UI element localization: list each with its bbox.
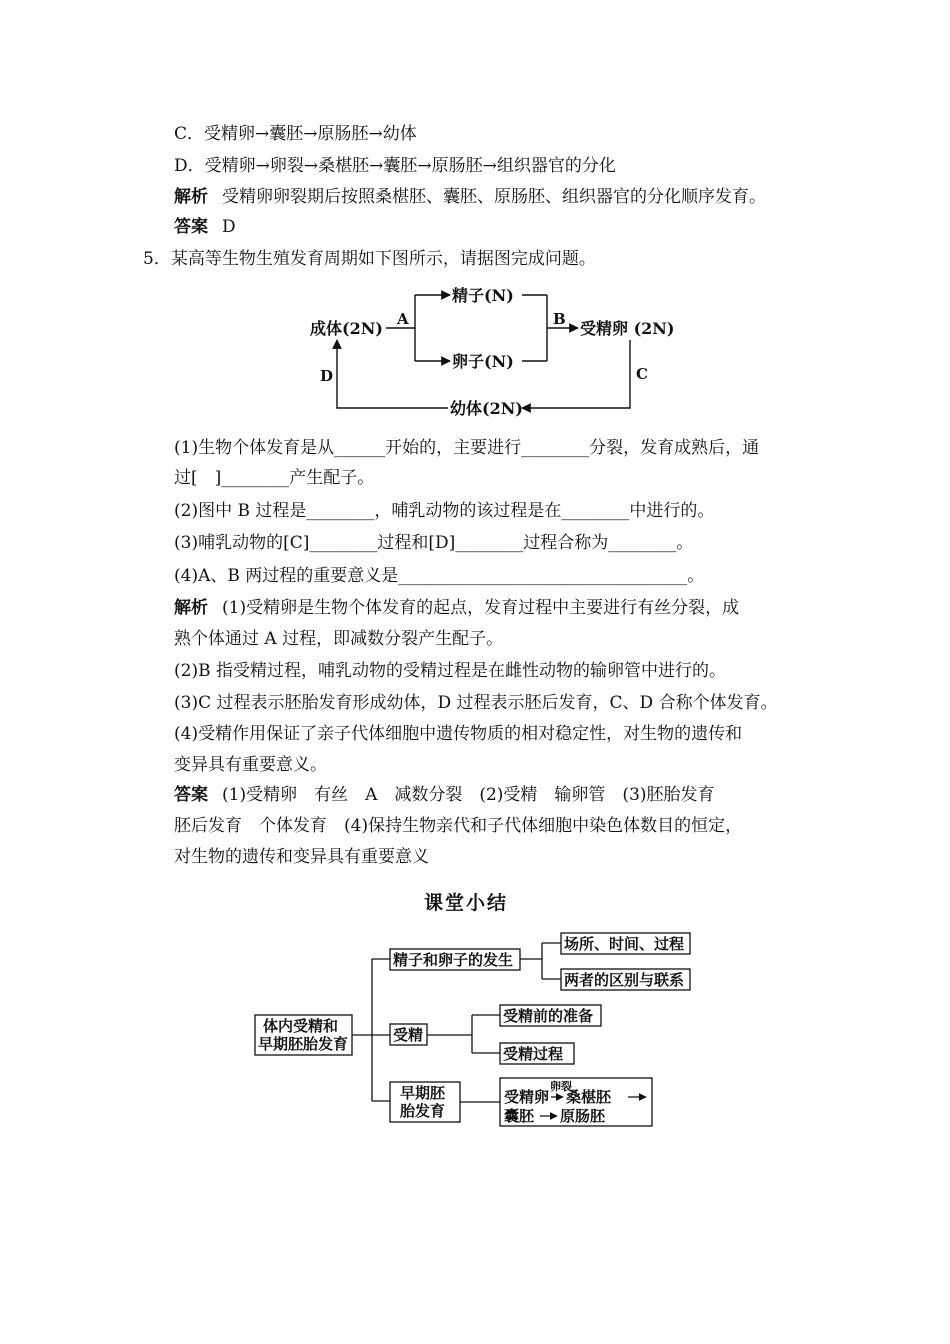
summary-title: 课堂小结 <box>424 892 509 914</box>
q5-stem: 5．某高等生物生殖发育周期如下图所示，请据图完成问题。 <box>143 249 596 269</box>
q4-option-d: D．受精卵→卵裂→桑椹胚→囊胚→原肠胚→组织器官的分化 <box>174 156 616 176</box>
branch1-label: 精子和卵子的发生 <box>393 951 514 969</box>
q5-analysis-line4: (3)C 过程表示胚胎发育形成幼体，D 过程表示胚后发育，C、D 合称个体发育。 <box>174 693 778 713</box>
label-a: A <box>397 310 409 328</box>
q5-analysis-line5: (4)受精作用保证了亲子代体细胞中遗传物质的相对稳定性，对生物的遗传和 <box>174 724 743 744</box>
node-juvenile: 幼体(2N) <box>450 399 523 418</box>
summary-concept-map <box>250 925 700 1135</box>
seq-gastrula: 原肠胚 <box>560 1107 606 1125</box>
branch2-label: 受精 <box>393 1026 424 1044</box>
node-sperm: 精子(N) <box>452 286 514 305</box>
root-label-line1: 体内受精和 <box>263 1017 339 1035</box>
q5-analysis-line2: 熟个体通过 A 过程，即减数分裂产生配子。 <box>174 629 504 649</box>
q5-analysis-line6: 变异具有重要意义。 <box>174 755 327 775</box>
q5-sub4: (4)A、B 两过程的重要意义是__________________________________。 <box>174 566 705 586</box>
answer-label: 答案 <box>174 217 208 237</box>
analysis-text: 受精卵卵裂期后按照桑椹胚、囊胚、原肠胚、组织器官的分化顺序发育。 <box>222 187 766 207</box>
arrow-d <box>337 340 448 408</box>
q5-analysis-line3: (2)B 指受精过程，哺乳动物的受精过程是在雌性动物的输卵管中进行的。 <box>174 661 726 681</box>
analysis-text: (1)受精卵是生物个体发育的起点，发育过程中主要进行有丝分裂，成 <box>222 598 740 618</box>
q5-sub1-line2: 过[ ]________产生配子。 <box>174 468 375 488</box>
node-adult: 成体(2N) <box>310 319 383 338</box>
leaf-2-1-label: 受精前的准备 <box>503 1007 594 1025</box>
q5-sub3: (3)哺乳动物的[C]________过程和[D]________过程合称为________。 <box>174 533 694 553</box>
answer-text: D <box>222 217 236 237</box>
root-label-line2: 早期胚胎发育 <box>258 1035 349 1053</box>
node-zygote: 受精卵 (2N) <box>580 319 675 338</box>
label-b: B <box>553 310 566 328</box>
answer-label: 答案 <box>174 785 208 805</box>
seq-morula: 桑椹胚 <box>566 1088 612 1106</box>
q4-answer <box>174 216 236 238</box>
q4-option-c: C．受精卵→囊胚→原肠胚→幼体 <box>174 124 417 144</box>
q5-analysis-line1 <box>174 597 739 619</box>
arrow-c <box>522 340 630 408</box>
analysis-label: 解析 <box>174 187 208 207</box>
leaf-2-2-label: 受精过程 <box>503 1045 564 1063</box>
q5-answer-line1 <box>174 784 715 806</box>
q5-answer-line2: 胚后发育 个体发育 (4)保持生物亲代和子代体细胞中染色体数目的恒定， <box>174 816 743 836</box>
seq-zygote: 受精卵 <box>504 1088 550 1106</box>
label-c: C <box>636 365 648 383</box>
reproduction-cycle-diagram <box>300 278 690 423</box>
branch3-label-line1: 早期胚 <box>400 1084 446 1102</box>
node-egg: 卵子(N) <box>452 352 514 371</box>
answer-text: (1)受精卵 有丝 A 减数分裂 (2)受精 输卵管 (3)胚胎发育 <box>222 785 715 805</box>
leaf-1-2-label: 两者的区别与联系 <box>564 971 685 989</box>
q5-answer-line3: 对生物的遗传和变异具有重要意义 <box>174 847 429 867</box>
seq-cleavage-over-arrow: 卵裂 <box>550 1080 572 1093</box>
label-d: D <box>320 367 334 385</box>
seq-blastula: 囊胚 <box>504 1107 535 1125</box>
leaf-1-1-label: 场所、时间、过程 <box>564 935 685 953</box>
q5-sub1-line1: (1)生物个体发育是从______开始的，主要进行________分裂，发育成熟后，通 <box>174 438 760 458</box>
analysis-label: 解析 <box>174 598 208 618</box>
branch3-label-line2: 胎发育 <box>400 1102 446 1120</box>
q5-sub2: (2)图中 B 过程是________，哺乳动物的该过程是在________中进行的。 <box>174 501 715 521</box>
q4-analysis <box>174 186 766 208</box>
